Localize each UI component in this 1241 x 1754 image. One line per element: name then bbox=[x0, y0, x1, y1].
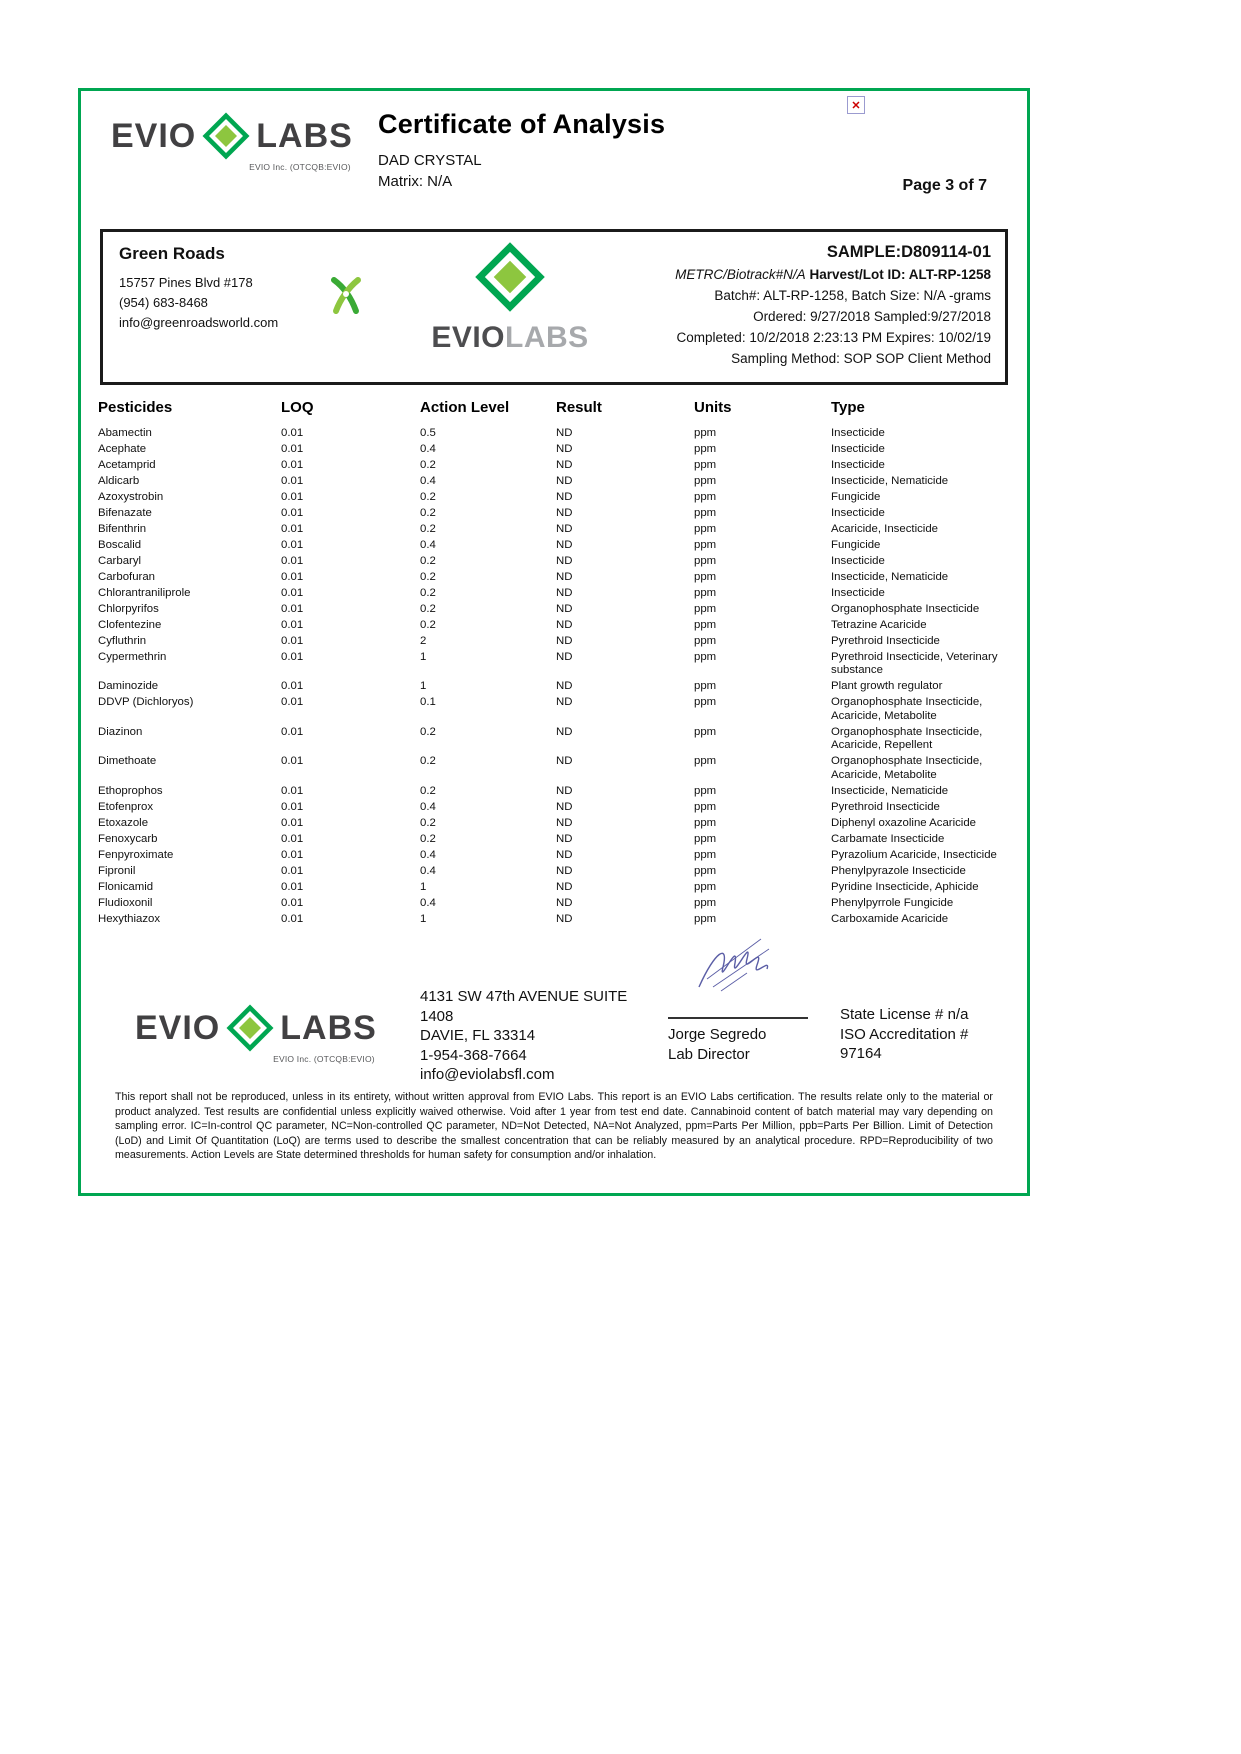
cell-result: ND bbox=[556, 571, 573, 584]
cell-result: ND bbox=[556, 832, 573, 845]
cell-type: Carboxamide Acaricide bbox=[831, 912, 949, 925]
cell-type: Insecticide bbox=[831, 587, 885, 600]
cell-type: Fungicide bbox=[831, 539, 881, 552]
cell-type: Insecticide bbox=[831, 507, 885, 520]
cell-pesticide: Chlorpyrifos bbox=[98, 603, 159, 616]
cell-pesticide: Cyfluthrin bbox=[98, 634, 147, 647]
cell-pesticide: Daminozide bbox=[98, 680, 159, 693]
cell-units: ppm bbox=[694, 650, 717, 663]
matrix-label: Matrix: N/A bbox=[378, 173, 453, 190]
cell-pesticide: Azoxystrobin bbox=[98, 491, 164, 504]
logo-text-labs: LABS bbox=[256, 116, 353, 155]
table-row bbox=[98, 442, 1010, 458]
cell-loq: 0.01 bbox=[281, 680, 304, 693]
signer-title: Lab Director bbox=[668, 1046, 750, 1063]
cell-pesticide: Fludioxonil bbox=[98, 896, 153, 909]
client-info bbox=[119, 244, 278, 333]
cell-units: ppm bbox=[694, 896, 717, 909]
evio-labs-logo-header bbox=[111, 111, 353, 172]
cell-result: ND bbox=[556, 603, 573, 616]
cell-pesticide: Ethoprophos bbox=[98, 784, 163, 797]
logo-text-evio: EVIO bbox=[111, 116, 197, 155]
cell-type: Plant growth regulator bbox=[831, 680, 943, 693]
cell-units: ppm bbox=[694, 491, 717, 504]
cell-result: ND bbox=[556, 880, 573, 893]
pesticides-table-head-row bbox=[98, 399, 1010, 426]
cell-result: ND bbox=[556, 896, 573, 909]
cell-action-level: 0.2 bbox=[420, 784, 436, 797]
pesticides-table bbox=[98, 399, 1010, 928]
table-row bbox=[98, 634, 1010, 650]
cell-loq: 0.01 bbox=[281, 587, 304, 600]
table-row bbox=[98, 554, 1010, 570]
page-title: Certificate of Analysis bbox=[378, 109, 666, 139]
cell-loq: 0.01 bbox=[281, 650, 304, 663]
cell-type: Insecticide bbox=[831, 555, 885, 568]
table-row bbox=[98, 695, 1010, 724]
cell-type: Fungicide bbox=[831, 491, 881, 504]
certification-mark-icon bbox=[325, 270, 367, 316]
cell-action-level: 0.4 bbox=[420, 475, 436, 488]
client-address: 15757 Pines Blvd #178 bbox=[119, 275, 253, 290]
cell-units: ppm bbox=[694, 680, 717, 693]
cell-type: Pyridine Insecticide, Aphicide bbox=[831, 880, 979, 893]
legal-disclaimer: This report shall not be reproduced, unless in its entirety, without written approval from EVIO Labs. This report is an EVIO Labs certification. The results relate only to the material or product analyzed. Test results are confidential unless explicitly waived otherwise. Void after 1 year from test end date. Cannabinoid content of batch material may vary depending on sampling error. IC=In-control QC parameter, NC=Non-controlled QC parameter, ND=Not Detected, NA=Not Analyzed, ppm=Parts Per Million, ppb=Parts Per Billion. Limit of Detection (LoD) and Limit Of Quantitation (LoQ) are terms used to describe the smallest concentration that can be reliably measured by an analytical procedure. RPD=Reproducibility of two measurements. Action Levels are State determined thresholds for human safety for consumption and/or inhalation. bbox=[115, 1091, 993, 1162]
column-header-action-level: Action Level bbox=[420, 399, 510, 416]
cell-loq: 0.01 bbox=[281, 912, 304, 925]
cell-pesticide: Chlorantraniliprole bbox=[98, 587, 191, 600]
table-row bbox=[98, 426, 1010, 442]
cell-loq: 0.01 bbox=[281, 800, 304, 813]
cell-result: ND bbox=[556, 696, 573, 709]
iso-accreditation-number: 97164 bbox=[840, 1045, 882, 1062]
cell-action-level: 2 bbox=[420, 634, 427, 647]
cell-action-level: 0.2 bbox=[420, 725, 436, 738]
cell-action-level: 0.4 bbox=[420, 539, 436, 552]
cell-type: Diphenyl oxazoline Acaricide bbox=[831, 816, 976, 829]
logo-tagline: EVIO Inc. (OTCQB:EVIO) bbox=[249, 162, 351, 172]
cell-pesticide: Carbaryl bbox=[98, 555, 142, 568]
cell-action-level: 0.2 bbox=[420, 523, 436, 536]
cell-loq: 0.01 bbox=[281, 571, 304, 584]
evio-diamond-icon bbox=[225, 1003, 275, 1053]
cell-result: ND bbox=[556, 459, 573, 472]
cell-loq: 0.01 bbox=[281, 443, 304, 456]
table-row bbox=[98, 602, 1010, 618]
cell-loq: 0.01 bbox=[281, 619, 304, 631]
table-row bbox=[98, 880, 1010, 896]
cell-type: Insecticide bbox=[831, 459, 885, 472]
cell-type: Insecticide, Nematicide bbox=[831, 784, 949, 797]
cell-loq: 0.01 bbox=[281, 523, 304, 536]
metrc-harvest-line bbox=[675, 264, 991, 285]
client-name: Green Roads bbox=[119, 244, 225, 263]
product-name: DAD CRYSTAL bbox=[378, 152, 482, 169]
broken-image-icon bbox=[847, 96, 865, 114]
table-row bbox=[98, 754, 1010, 783]
cell-units: ppm bbox=[694, 507, 717, 520]
cell-loq: 0.01 bbox=[281, 459, 304, 472]
client-phone: (954) 683-8468 bbox=[119, 295, 208, 310]
logo-text-labs: LABS bbox=[280, 1008, 377, 1047]
logo-tagline: EVIO Inc. (OTCQB:EVIO) bbox=[273, 1054, 375, 1064]
metrc-id: METRC/Biotrack#N/A bbox=[675, 267, 806, 282]
cell-result: ND bbox=[556, 555, 573, 568]
table-row bbox=[98, 864, 1010, 880]
cell-loq: 0.01 bbox=[281, 427, 304, 440]
cell-type: Pyrethroid Insecticide bbox=[831, 634, 940, 647]
table-row bbox=[98, 784, 1010, 800]
table-row bbox=[98, 816, 1010, 832]
cell-result: ND bbox=[556, 912, 573, 925]
cell-result: ND bbox=[556, 848, 573, 861]
cell-units: ppm bbox=[694, 555, 717, 568]
cell-loq: 0.01 bbox=[281, 896, 304, 909]
sample-info-box bbox=[100, 229, 1008, 385]
cell-units: ppm bbox=[694, 784, 717, 797]
cell-type: Organophosphate Insecticide, Acaricide, Metabolite bbox=[831, 696, 983, 722]
cell-pesticide: Cypermethrin bbox=[98, 650, 167, 663]
table-row bbox=[98, 570, 1010, 586]
cell-type: Phenylpyrrole Fungicide bbox=[831, 896, 954, 909]
cell-result: ND bbox=[556, 864, 573, 877]
wordmark-evio: EVIO bbox=[431, 321, 506, 354]
cell-units: ppm bbox=[694, 603, 717, 616]
cell-units: ppm bbox=[694, 539, 717, 552]
cell-loq: 0.01 bbox=[281, 555, 304, 568]
cell-pesticide: Carbofuran bbox=[98, 571, 155, 584]
cell-action-level: 0.5 bbox=[420, 427, 436, 440]
cell-action-level: 0.2 bbox=[420, 555, 436, 568]
cell-result: ND bbox=[556, 523, 573, 536]
cell-units: ppm bbox=[694, 443, 717, 456]
cell-loq: 0.01 bbox=[281, 603, 304, 616]
cell-loq: 0.01 bbox=[281, 816, 304, 829]
cell-loq: 0.01 bbox=[281, 539, 304, 552]
cell-result: ND bbox=[556, 680, 573, 693]
cell-pesticide: Abamectin bbox=[98, 427, 152, 440]
cell-pesticide: Hexythiazox bbox=[98, 912, 161, 925]
cell-type: Acaricide, Insecticide bbox=[831, 523, 938, 536]
cell-result: ND bbox=[556, 755, 573, 768]
signer-name: Jorge Segredo bbox=[668, 1026, 767, 1043]
signer-block bbox=[668, 1017, 808, 1065]
cell-type: Insecticide, Nematicide bbox=[831, 475, 949, 488]
cell-action-level: 0.2 bbox=[420, 507, 436, 520]
table-row bbox=[98, 896, 1010, 912]
cell-type: Insecticide bbox=[831, 427, 885, 440]
wordmark-labs: LABS bbox=[505, 321, 589, 354]
client-email: info@greenroadsworld.com bbox=[119, 315, 279, 330]
evio-diamond-icon bbox=[473, 301, 547, 318]
table-row bbox=[98, 618, 1010, 634]
cell-result: ND bbox=[556, 427, 573, 440]
cell-pesticide: Aldicarb bbox=[98, 475, 140, 488]
pesticides-table-body bbox=[98, 426, 1010, 928]
cell-action-level: 0.4 bbox=[420, 864, 436, 877]
table-row bbox=[98, 650, 1010, 679]
cell-action-level: 0.4 bbox=[420, 896, 436, 909]
cell-action-level: 0.2 bbox=[420, 459, 436, 472]
evio-diamond-icon bbox=[201, 111, 251, 161]
cell-loq: 0.01 bbox=[281, 848, 304, 861]
cell-pesticide: Fenoxycarb bbox=[98, 832, 158, 845]
cell-units: ppm bbox=[694, 755, 717, 768]
cell-units: ppm bbox=[694, 696, 717, 709]
ordered-line: Ordered: 9/27/2018 Sampled:9/27/2018 bbox=[753, 309, 991, 324]
cell-result: ND bbox=[556, 619, 573, 631]
cell-action-level: 0.2 bbox=[420, 619, 436, 631]
cell-action-level: 1 bbox=[420, 650, 427, 663]
lab-address-block bbox=[420, 987, 638, 1085]
cell-units: ppm bbox=[694, 634, 717, 647]
state-license: State License # n/a bbox=[840, 1006, 969, 1023]
cell-type: Organophosphate Insecticide bbox=[831, 603, 980, 616]
sample-id: SAMPLE:D809114-01 bbox=[826, 243, 991, 261]
cell-type: Tetrazine Acaricide bbox=[831, 619, 927, 631]
cell-pesticide: Dimethoate bbox=[98, 755, 157, 768]
cell-units: ppm bbox=[694, 832, 717, 845]
lab-phone: 1-954-368-7664 bbox=[420, 1046, 527, 1064]
cell-type: Pyrethroid Insecticide bbox=[831, 800, 940, 813]
harvest-lot-id: Harvest/Lot ID: ALT-RP-1258 bbox=[809, 267, 991, 282]
table-row bbox=[98, 679, 1010, 695]
cell-type: Organophosphate Insecticide, Acaricide, Repellent bbox=[831, 725, 983, 752]
cell-pesticide: Etoxazole bbox=[98, 816, 149, 829]
certificate-border bbox=[78, 88, 1030, 1196]
table-row bbox=[98, 506, 1010, 522]
cell-pesticide: DDVP (Dichloryos) bbox=[98, 696, 194, 709]
cell-result: ND bbox=[556, 539, 573, 552]
column-header-pesticides: Pesticides bbox=[98, 399, 173, 416]
cell-units: ppm bbox=[694, 912, 717, 925]
lab-director-signature bbox=[687, 929, 785, 1002]
cell-units: ppm bbox=[694, 864, 717, 877]
table-row bbox=[98, 586, 1010, 602]
cell-action-level: 0.2 bbox=[420, 755, 436, 768]
table-row bbox=[98, 912, 1010, 928]
cell-action-level: 0.1 bbox=[420, 696, 436, 709]
cell-units: ppm bbox=[694, 725, 717, 738]
cell-units: ppm bbox=[694, 587, 717, 600]
cell-pesticide: Etofenprox bbox=[98, 800, 154, 813]
table-row bbox=[98, 848, 1010, 864]
table-row bbox=[98, 458, 1010, 474]
cell-action-level: 0.4 bbox=[420, 848, 436, 861]
table-row bbox=[98, 522, 1010, 538]
column-header-loq: LOQ bbox=[281, 399, 314, 416]
cell-action-level: 0.4 bbox=[420, 443, 436, 456]
cell-units: ppm bbox=[694, 619, 717, 631]
cell-type: Phenylpyrazole Insecticide bbox=[831, 864, 966, 877]
cell-action-level: 0.2 bbox=[420, 491, 436, 504]
cell-result: ND bbox=[556, 475, 573, 488]
column-header-type: Type bbox=[831, 399, 865, 416]
cell-loq: 0.01 bbox=[281, 832, 304, 845]
lab-email: info@eviolabsfl.com bbox=[420, 1066, 555, 1083]
cell-type: Pyrazolium Acaricide, Insecticide bbox=[831, 848, 997, 861]
table-row bbox=[98, 832, 1010, 848]
cell-type: Insecticide bbox=[831, 443, 885, 456]
table-row bbox=[98, 800, 1010, 816]
cell-units: ppm bbox=[694, 427, 717, 440]
cell-units: ppm bbox=[694, 523, 717, 536]
cell-pesticide: Fenpyroximate bbox=[98, 848, 174, 861]
cell-pesticide: Diazinon bbox=[98, 725, 143, 738]
cell-loq: 0.01 bbox=[281, 864, 304, 877]
cell-units: ppm bbox=[694, 571, 717, 584]
completed-line: Completed: 10/2/2018 2:23:13 PM Expires: 10/02/19 bbox=[676, 330, 991, 345]
cell-loq: 0.01 bbox=[281, 634, 304, 647]
cell-action-level: 1 bbox=[420, 912, 427, 925]
cell-result: ND bbox=[556, 507, 573, 520]
cell-pesticide: Boscalid bbox=[98, 539, 142, 552]
cell-action-level: 1 bbox=[420, 680, 427, 693]
cell-result: ND bbox=[556, 784, 573, 797]
cell-pesticide: Bifenthrin bbox=[98, 523, 147, 536]
cell-pesticide: Clofentezine bbox=[98, 619, 162, 631]
cell-units: ppm bbox=[694, 475, 717, 488]
sample-details bbox=[675, 240, 991, 369]
signature-line bbox=[668, 1017, 808, 1019]
cell-action-level: 1 bbox=[420, 880, 427, 893]
evio-labs-wordmark bbox=[425, 321, 595, 355]
evio-labs-logo-footer bbox=[135, 1003, 377, 1064]
logo-text-evio: EVIO bbox=[135, 1008, 221, 1047]
cell-units: ppm bbox=[694, 816, 717, 829]
column-header-result: Result bbox=[556, 399, 602, 416]
cell-result: ND bbox=[556, 800, 573, 813]
cell-units: ppm bbox=[694, 848, 717, 861]
cell-units: ppm bbox=[694, 459, 717, 472]
table-row bbox=[98, 490, 1010, 506]
cell-type: Pyrethroid Insecticide, Veterinary substance bbox=[831, 650, 998, 677]
evio-labs-logo-center bbox=[425, 240, 595, 355]
iso-accreditation-label: ISO Accreditation # bbox=[840, 1025, 969, 1043]
cell-type: Insecticide, Nematicide bbox=[831, 571, 949, 584]
cell-result: ND bbox=[556, 634, 573, 647]
table-row bbox=[98, 538, 1010, 554]
cell-result: ND bbox=[556, 587, 573, 600]
cell-loq: 0.01 bbox=[281, 880, 304, 893]
batch-line: Batch#: ALT-RP-1258, Batch Size: N/A -grams bbox=[714, 288, 991, 303]
page-number: Page 3 of 7 bbox=[902, 177, 987, 194]
cell-pesticide: Flonicamid bbox=[98, 880, 154, 893]
cell-type: Organophosphate Insecticide, Acaricide, Metabolite bbox=[831, 755, 983, 781]
sampling-method-line: Sampling Method: SOP SOP Client Method bbox=[731, 351, 991, 366]
cell-units: ppm bbox=[694, 880, 717, 893]
cell-pesticide: Fipronil bbox=[98, 864, 136, 877]
cell-action-level: 0.2 bbox=[420, 587, 436, 600]
cell-pesticide: Bifenazate bbox=[98, 507, 152, 520]
cell-result: ND bbox=[556, 443, 573, 456]
title-block bbox=[378, 109, 665, 190]
cell-loq: 0.01 bbox=[281, 491, 304, 504]
cell-loq: 0.01 bbox=[281, 507, 304, 520]
cell-loq: 0.01 bbox=[281, 784, 304, 797]
license-block bbox=[840, 1005, 968, 1064]
lab-address-line: 4131 SW 47th AVENUE SUITE 1408 bbox=[420, 988, 628, 1025]
lab-city-line: DAVIE, FL 33314 bbox=[420, 1027, 536, 1044]
cell-result: ND bbox=[556, 650, 573, 663]
cell-loq: 0.01 bbox=[281, 725, 304, 738]
cell-action-level: 0.2 bbox=[420, 571, 436, 584]
cell-type: Carbamate Insecticide bbox=[831, 832, 945, 845]
table-row bbox=[98, 725, 1010, 754]
broken-image-x: ✕ bbox=[851, 99, 861, 112]
cell-result: ND bbox=[556, 491, 573, 504]
cell-loq: 0.01 bbox=[281, 475, 304, 488]
cell-units: ppm bbox=[694, 800, 717, 813]
cell-result: ND bbox=[556, 816, 573, 829]
cell-action-level: 0.4 bbox=[420, 800, 436, 813]
cell-loq: 0.01 bbox=[281, 696, 304, 709]
cell-action-level: 0.2 bbox=[420, 603, 436, 616]
cell-loq: 0.01 bbox=[281, 755, 304, 768]
cell-pesticide: Acephate bbox=[98, 443, 147, 456]
cell-action-level: 0.2 bbox=[420, 832, 436, 845]
cell-action-level: 0.2 bbox=[420, 816, 436, 829]
cell-pesticide: Acetamprid bbox=[98, 459, 156, 472]
column-header-units: Units bbox=[694, 399, 732, 416]
cell-result: ND bbox=[556, 725, 573, 738]
table-row bbox=[98, 474, 1010, 490]
